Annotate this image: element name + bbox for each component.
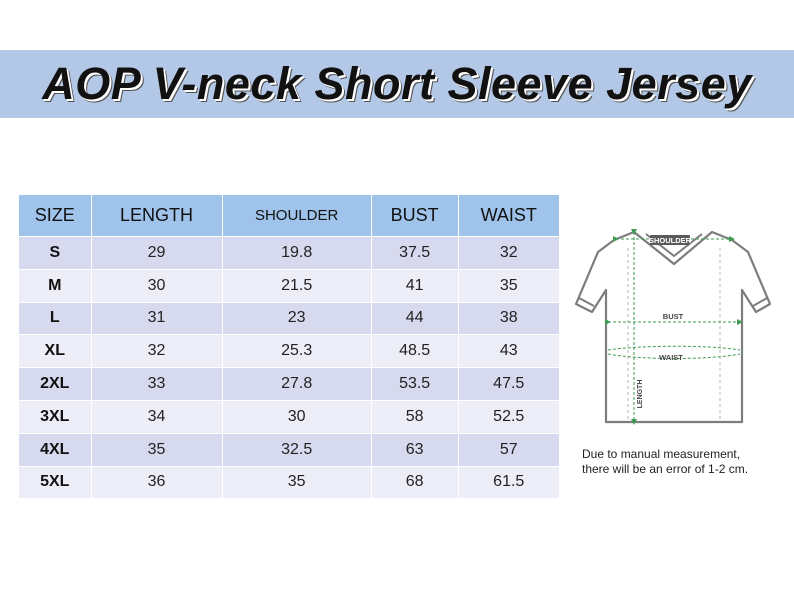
- cell-waist: 35: [458, 269, 560, 302]
- jersey-measurement-diagram: [570, 218, 776, 436]
- cell-bust: 48.5: [371, 335, 458, 368]
- page-title: AOP V-neck Short Sleeve Jersey: [42, 58, 752, 109]
- waist-label: WAIST: [659, 353, 683, 362]
- cell-waist: 57: [458, 433, 560, 466]
- cell-waist: 52.5: [458, 400, 560, 433]
- cell-length: 34: [91, 400, 222, 433]
- length-label: LENGTH: [637, 379, 644, 409]
- cell-shoulder: 30: [222, 400, 371, 433]
- cell-size: 4XL: [19, 433, 92, 466]
- cell-size: M: [19, 269, 92, 302]
- table-row: [19, 466, 560, 499]
- table-row: [19, 269, 560, 302]
- header-length: LENGTH: [91, 195, 222, 237]
- note-line-2: there will be an error of 1-2 cm.: [582, 462, 749, 476]
- cell-length: 30: [91, 269, 222, 302]
- cell-bust: 44: [371, 302, 458, 335]
- cell-shoulder: 32.5: [222, 433, 371, 466]
- cell-shoulder: 35: [222, 466, 371, 499]
- cell-bust: 63: [371, 433, 458, 466]
- jersey-outline: [576, 232, 770, 422]
- cell-length: 32: [91, 335, 222, 368]
- cell-shoulder: 25.3: [222, 335, 371, 368]
- cell-shoulder: 19.8: [222, 237, 371, 270]
- cell-size: 5XL: [19, 466, 92, 499]
- header-size: SIZE: [19, 195, 92, 237]
- cell-length: 29: [91, 237, 222, 270]
- table-header-row: [19, 195, 560, 237]
- note-line-1: Due to manual measurement,: [582, 447, 741, 461]
- header-waist: WAIST: [458, 195, 560, 237]
- shoulder-label: SHOULDER: [648, 236, 692, 245]
- cell-size: 3XL: [19, 400, 92, 433]
- table-row: [19, 433, 560, 466]
- cell-shoulder: 27.8: [222, 368, 371, 401]
- cell-length: 35: [91, 433, 222, 466]
- cell-waist: 61.5: [458, 466, 560, 499]
- cell-bust: 68: [371, 466, 458, 499]
- size-chart-table: [18, 194, 560, 499]
- table-row: [19, 400, 560, 433]
- cell-bust: 37.5: [371, 237, 458, 270]
- cell-bust: 58: [371, 400, 458, 433]
- cell-shoulder: 23: [222, 302, 371, 335]
- measurement-note: [582, 447, 782, 477]
- cell-length: 36: [91, 466, 222, 499]
- cell-size: XL: [19, 335, 92, 368]
- table-row: [19, 335, 560, 368]
- cell-bust: 41: [371, 269, 458, 302]
- cell-shoulder: 21.5: [222, 269, 371, 302]
- cell-waist: 32: [458, 237, 560, 270]
- cell-length: 31: [91, 302, 222, 335]
- table-row: [19, 368, 560, 401]
- header-bust: BUST: [371, 195, 458, 237]
- table-row: [19, 302, 560, 335]
- cell-waist: 47.5: [458, 368, 560, 401]
- cell-size: S: [19, 237, 92, 270]
- header-shoulder: SHOULDER: [222, 195, 371, 237]
- cell-size: L: [19, 302, 92, 335]
- bust-label: BUST: [662, 312, 684, 321]
- cell-waist: 38: [458, 302, 560, 335]
- cell-size: 2XL: [19, 368, 92, 401]
- cell-length: 33: [91, 368, 222, 401]
- cell-waist: 43: [458, 335, 560, 368]
- cell-bust: 53.5: [371, 368, 458, 401]
- table-row: [19, 237, 560, 270]
- title-banner: [0, 50, 794, 118]
